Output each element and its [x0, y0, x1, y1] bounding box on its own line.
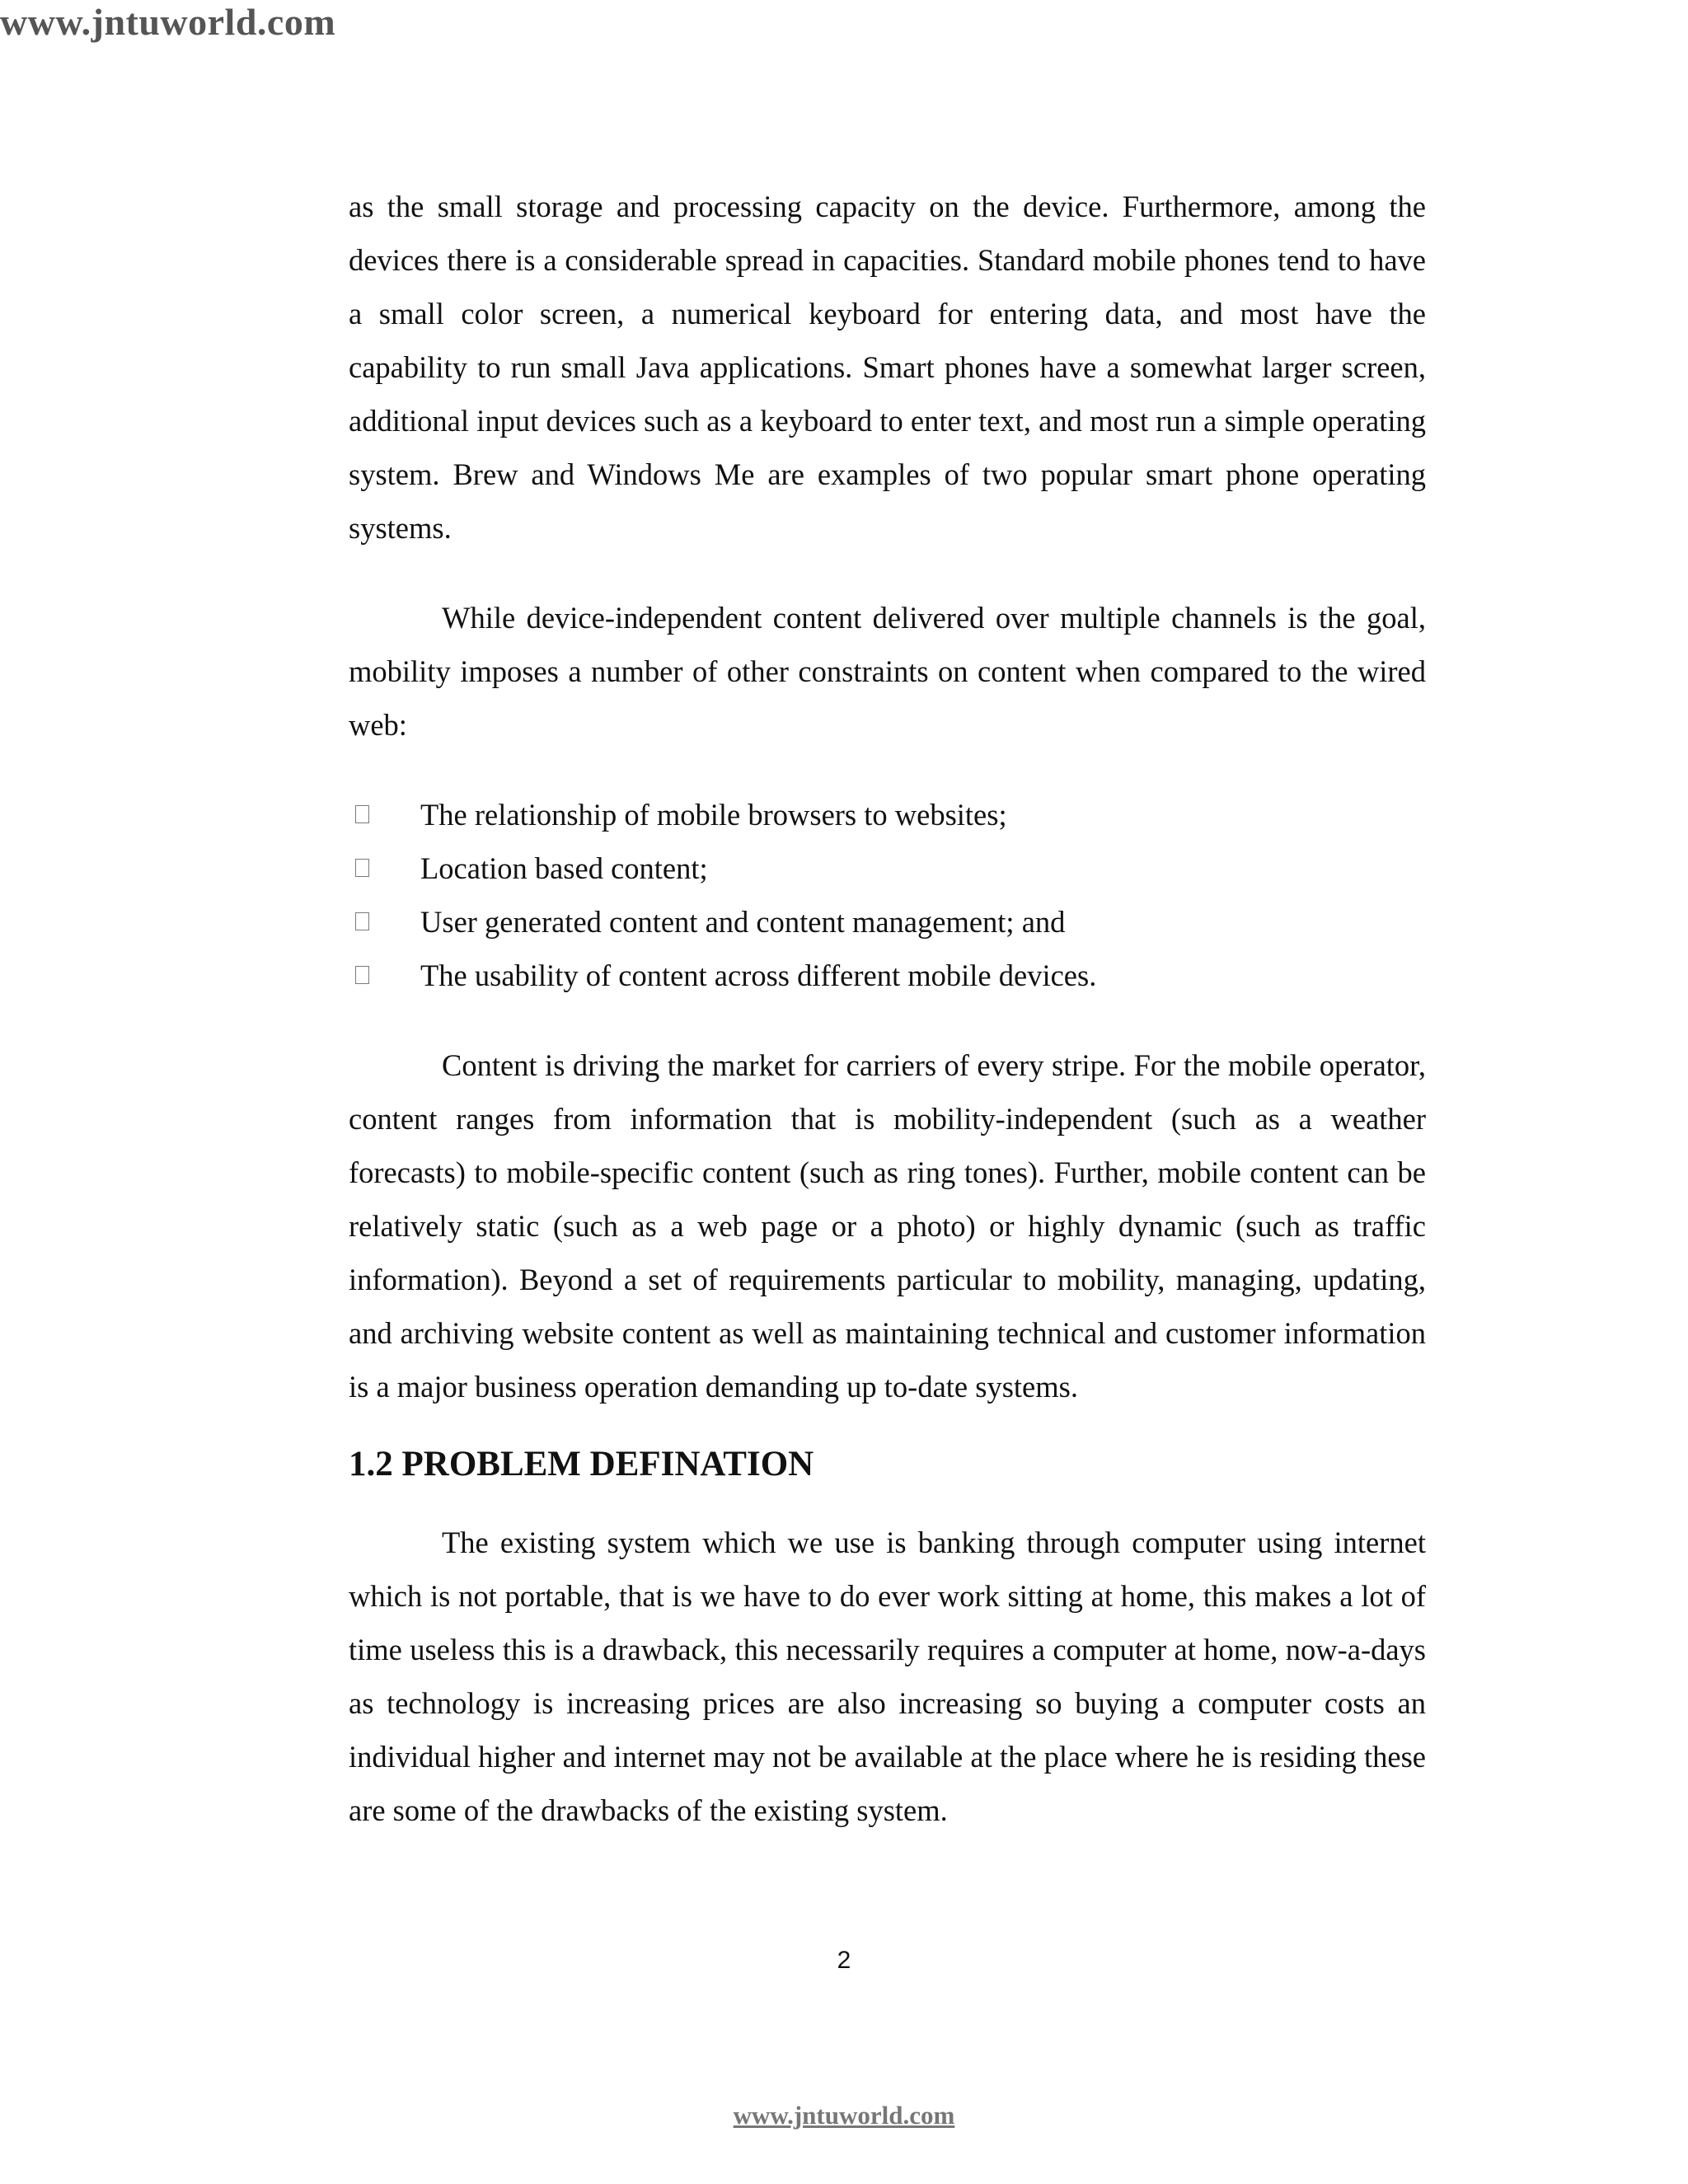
- constraints-list: [349, 788, 1426, 1002]
- list-item-text: Location based content;: [420, 851, 708, 885]
- list-item-text: The usability of content across different mobile devices.: [420, 958, 1097, 992]
- square-bullet-icon: [355, 859, 369, 877]
- list-item: [349, 841, 1426, 895]
- list-item: [349, 949, 1426, 1002]
- list-item-text: The relationship of mobile browsers to websites;: [420, 798, 1007, 832]
- header-watermark: www.jntuworld.com: [0, 1, 336, 43]
- square-bullet-icon: [355, 912, 369, 930]
- paragraph-device-capacity: as the small storage and processing capacity on the device. Furthermore, among the devices there is a considerable spread in capacities. Standard mobile phones tend to have a small color screen, a numerical keyboard for entering data, and most have the capability to run small Java applications. Smart phones have a somewhat larger screen, additional input devices such as a keyboard to enter text, and most run a simple operating system. Brew and Windows Me are examples of two popular smart phone operating systems.: [349, 190, 1426, 545]
- page-number: 2: [837, 1947, 851, 1974]
- paragraph-mobility-constraints: While device-independent content delivered over multiple channels is the goal, mobility imposes a number of other constraints on content when compared to the wired web:: [349, 601, 1426, 742]
- section-heading: 1.2 PROBLEM DEFINATION: [349, 1445, 814, 1483]
- paragraph-content-market: Content is driving the market for carriers of every stripe. For the mobile operator, content ranges from information that is mobility-independent (such as a weather forecasts) to mobile-specific content (such as ring tones). Further, mobile content can be relatively static (such as a web page or a photo) or highly dynamic (such as traffic information). Beyond a set of requirements particular to mobility, managing, updating, and archiving website content as well as maintaining technical and customer information is a major business operation demanding up to-date systems.: [349, 1048, 1426, 1404]
- square-bullet-icon: [355, 805, 369, 823]
- list-item-text: User generated content and content management; and: [420, 905, 1066, 939]
- list-item: [349, 788, 1426, 841]
- footer-link[interactable]: www.jntuworld.com: [733, 2101, 955, 2130]
- list-item: [349, 895, 1426, 949]
- paragraph-existing-system: The existing system which we use is banking through computer using internet which is not portable, that is we have to do ever work sitting at home, this makes a lot of time useless this is a drawback, this necessarily requires a computer at home, now-a-days as technology is increasing prices are also increasing so buying a computer costs an individual higher and internet may not be available at the place where he is residing these are some of the drawbacks of the existing system.: [349, 1526, 1426, 1827]
- document-body: [349, 180, 1426, 1837]
- square-bullet-icon: [355, 966, 369, 984]
